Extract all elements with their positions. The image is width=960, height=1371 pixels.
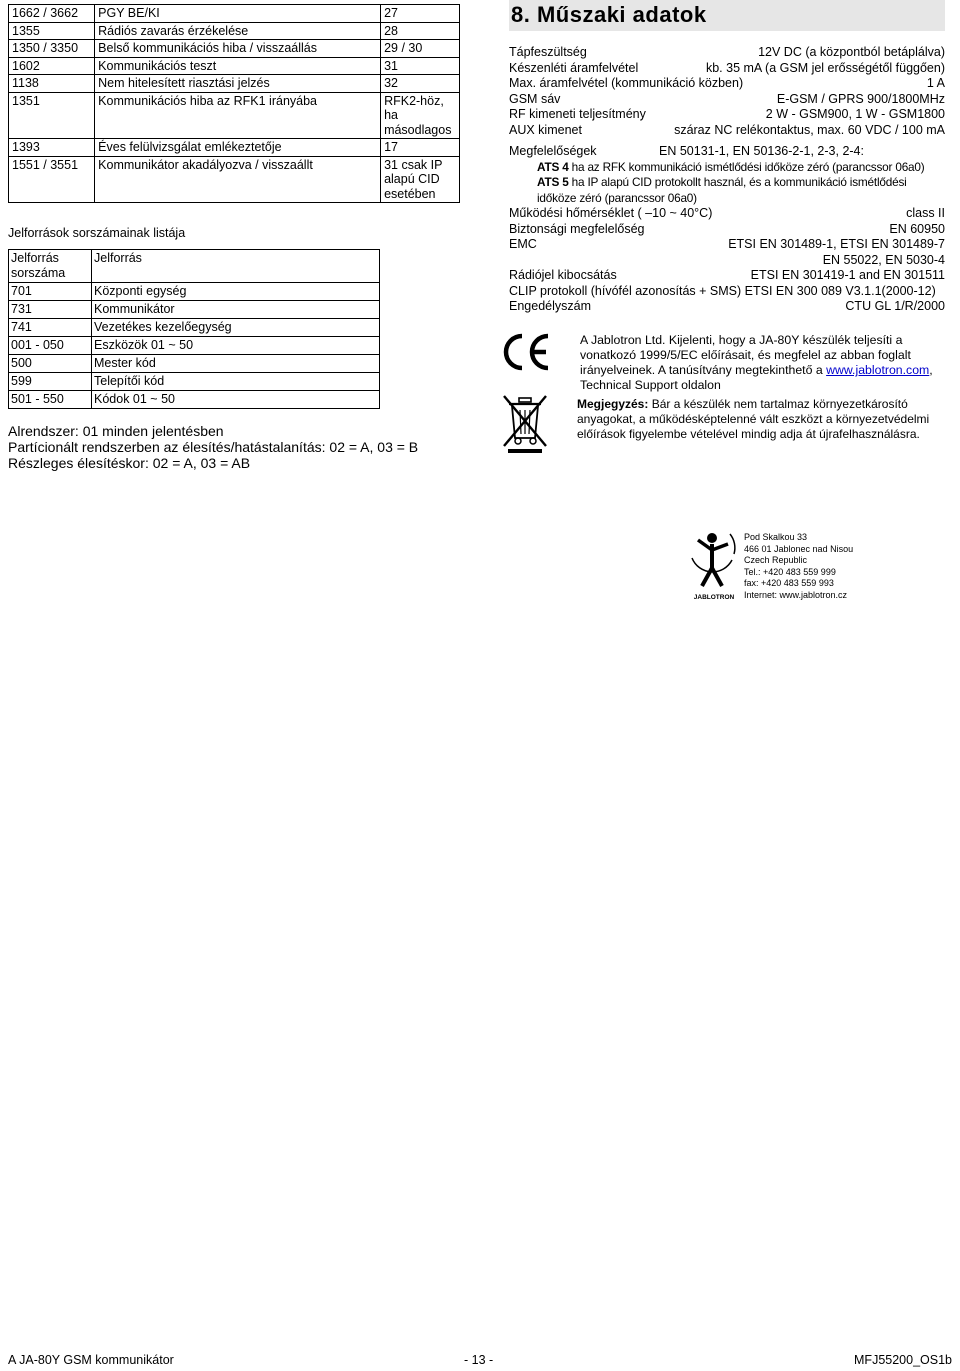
- table-cell-code: 1602: [9, 57, 95, 75]
- table-row: [9, 75, 460, 93]
- table-cell-val: 29 / 30: [381, 40, 460, 58]
- table-cell-desc: Kommunikációs hiba az RFK1 irányába: [95, 92, 381, 139]
- source-cell-code: 701: [9, 283, 92, 301]
- spec-row-rf: RF kimeneti teljesítmény 2 W - GSM900, 1 W - GSM1800: [509, 107, 945, 121]
- table-cell-val: 31 csak IP alapú CID esetében: [381, 156, 460, 203]
- company-address: Pod Skalkou 33 466 01 Jablonec nad Nisou Czech Republic Tel.: +420 483 559 999 fax: +420 483 559 993 Internet: www.jablotron.cz: [744, 532, 854, 600]
- spec-row-license: Engedélyszám CTU GL 1/R/2000: [509, 299, 945, 313]
- source-cell-name: Eszközök 01 ~ 50: [92, 337, 380, 355]
- sources-header-name: Jelforrás: [92, 250, 380, 283]
- spec-ats5: ATS 5 ha IP alapú CID protokollt használ, és a kommunikáció ismétlődési időköze zéró (parancssor 06a0): [537, 175, 907, 205]
- table-row: [9, 319, 380, 337]
- table-cell-code: 1350 / 3350: [9, 40, 95, 58]
- table-row: [9, 355, 380, 373]
- table-cell-code: 1551 / 3551: [9, 156, 95, 203]
- source-cell-name: Vezetékes kezelőegység: [92, 319, 380, 337]
- logo-text: JABLOTRON: [693, 594, 735, 601]
- spec-clip: CLIP protokoll (hívófél azonosítás + SMS) ETSI EN 300 089 V3.1.1(2000-12): [509, 283, 936, 298]
- spec-row-aux: AUX kimenet száraz NC relékontaktus, max. 60 VDC / 100 mA: [509, 122, 945, 137]
- note-line: Részleges élesítéskor: 02 = A, 03 = AB: [8, 455, 251, 471]
- note-line: Partícionált rendszerben az élesítés/hatástalanítás: 02 = A, 03 = B: [8, 439, 419, 455]
- spec-row-emc2: EN 55022, EN 5030-4: [822, 252, 945, 267]
- spec-row-radio: Rádiójel kibocsátás ETSI EN 301419-1 and EN 301511: [509, 268, 945, 282]
- table-cell-val: 28: [381, 22, 460, 40]
- table-row: [9, 139, 460, 157]
- spec-ats4: ATS 4 ha az RFK kommunikáció ismétlődési időköze zéró (parancssor 06a0): [537, 159, 925, 174]
- footer-title: A JA-80Y GSM kommunikátor: [8, 1353, 174, 1367]
- event-codes-table: [8, 4, 460, 203]
- source-cell-code: 501 - 550: [9, 391, 92, 409]
- jablotron-link[interactable]: www.jablotron.com: [826, 363, 930, 377]
- table-row: [9, 22, 460, 40]
- source-cell-code: 500: [9, 355, 92, 373]
- source-cell-name: Mester kód: [92, 355, 380, 373]
- spec-row-temp: Működési hőmérséklet ( –10 ~ 40°C) class II: [509, 206, 945, 220]
- table-row: [9, 337, 380, 355]
- table-cell-val: 27: [381, 5, 460, 23]
- table-row: [9, 156, 460, 203]
- table-cell-val: 32: [381, 75, 460, 93]
- note-line: Alrendszer: 01 minden jelentésben: [8, 423, 224, 439]
- spec-row-standby: Készenléti áramfelvétel kb. 35 mA (a GSM jel erősségétől függően): [509, 60, 945, 75]
- sources-table: [8, 249, 380, 409]
- table-row: [9, 301, 380, 319]
- source-cell-name: Telepítői kód: [92, 373, 380, 391]
- table-row: [9, 391, 380, 409]
- source-cell-name: Kódok 01 ~ 50: [92, 391, 380, 409]
- table-row: [9, 40, 460, 58]
- table-cell-desc: Kommunikátor akadályozva / visszaállt: [95, 156, 381, 203]
- spec-list: [509, 45, 945, 315]
- table-cell-desc: Nem hitelesített riasztási jelzés: [95, 75, 381, 93]
- doc-code: MFJ55200_OS1b: [854, 1353, 952, 1367]
- spec-row-emc: EMC ETSI EN 301489-1, ETSI EN 301489-7: [509, 237, 945, 251]
- source-cell-code: 731: [9, 301, 92, 319]
- spec-row-gsm: GSM sáv E-GSM / GPRS 900/1800MHz: [509, 91, 945, 106]
- table-cell-code: 1393: [9, 139, 95, 157]
- source-cell-code: 599: [9, 373, 92, 391]
- sources-title: Jelforrások sorszámainak listája: [8, 226, 186, 240]
- table-row: [9, 373, 380, 391]
- declaration-text: A Jablotron Ltd. Kijelenti, hogy a JA-80Y készülék teljesíti a vonatkozó 1999/5/EC előírásait, és megfelel az abban foglalt irányelveinek. A tanúsítvány megtekinthető a www.jablotron.com, Technical Support oldalon: [580, 333, 933, 392]
- table-cell-desc: Éves felülvizsgálat emlékeztetője: [95, 139, 381, 157]
- table-row: [9, 5, 460, 23]
- table-cell-desc: Belső kommunikációs hiba / visszaállás: [95, 40, 381, 58]
- weee-bin-icon: [498, 392, 552, 454]
- page-number: - 13 -: [464, 1353, 494, 1367]
- table-cell-val: 17: [381, 139, 460, 157]
- spec-row-supply: Tápfeszültség 12V DC (a központból betáplálva): [509, 45, 945, 59]
- table-row: [9, 57, 460, 75]
- source-cell-code: 001 - 050: [9, 337, 92, 355]
- ce-mark-icon: [500, 330, 552, 374]
- sources-header-row: [9, 250, 380, 283]
- table-cell-code: 1355: [9, 22, 95, 40]
- right-column: [509, 0, 945, 315]
- source-cell-name: Központi egység: [92, 283, 380, 301]
- source-cell-code: 741: [9, 319, 92, 337]
- table-cell-code: 1138: [9, 75, 95, 93]
- recycling-note: Megjegyzés: Bár a készülék nem tartalmaz környezetkárosító anyagokat, a működésképtelenné vált eszközt a környezetvédelmi előírások figyelembe vételével mindig adja át újrafelhasználásra.: [577, 397, 930, 441]
- table-row: [9, 283, 380, 301]
- page-footer: [8, 1353, 952, 1369]
- table-cell-code: 1351: [9, 92, 95, 139]
- spec-row-conformity: Megfelelőségek EN 50131-1, EN 50136-2-1, 2-3, 2-4:: [509, 144, 864, 158]
- notes: [8, 423, 460, 471]
- spec-row-safety: Biztonsági megfelelőség EN 60950: [509, 221, 945, 236]
- table-cell-desc: PGY BE/KI: [95, 5, 381, 23]
- jablotron-logo-icon: [688, 528, 740, 604]
- left-column: [8, 4, 460, 471]
- table-cell-val: 31: [381, 57, 460, 75]
- source-cell-name: Kommunikátor: [92, 301, 380, 319]
- table-row: [9, 92, 460, 139]
- table-cell-desc: Kommunikációs teszt: [95, 57, 381, 75]
- section-title: 8. Műszaki adatok: [509, 0, 945, 31]
- table-cell-desc: Rádiós zavarás érzékelése: [95, 22, 381, 40]
- sources-header-code: Jelforrás sorszáma: [9, 250, 92, 283]
- table-cell-val: RFK2-höz, ha másodlagos: [381, 92, 460, 139]
- table-cell-code: 1662 / 3662: [9, 5, 95, 23]
- spec-row-max: Max. áramfelvétel (kommunikáció közben) 1 A: [509, 76, 945, 90]
